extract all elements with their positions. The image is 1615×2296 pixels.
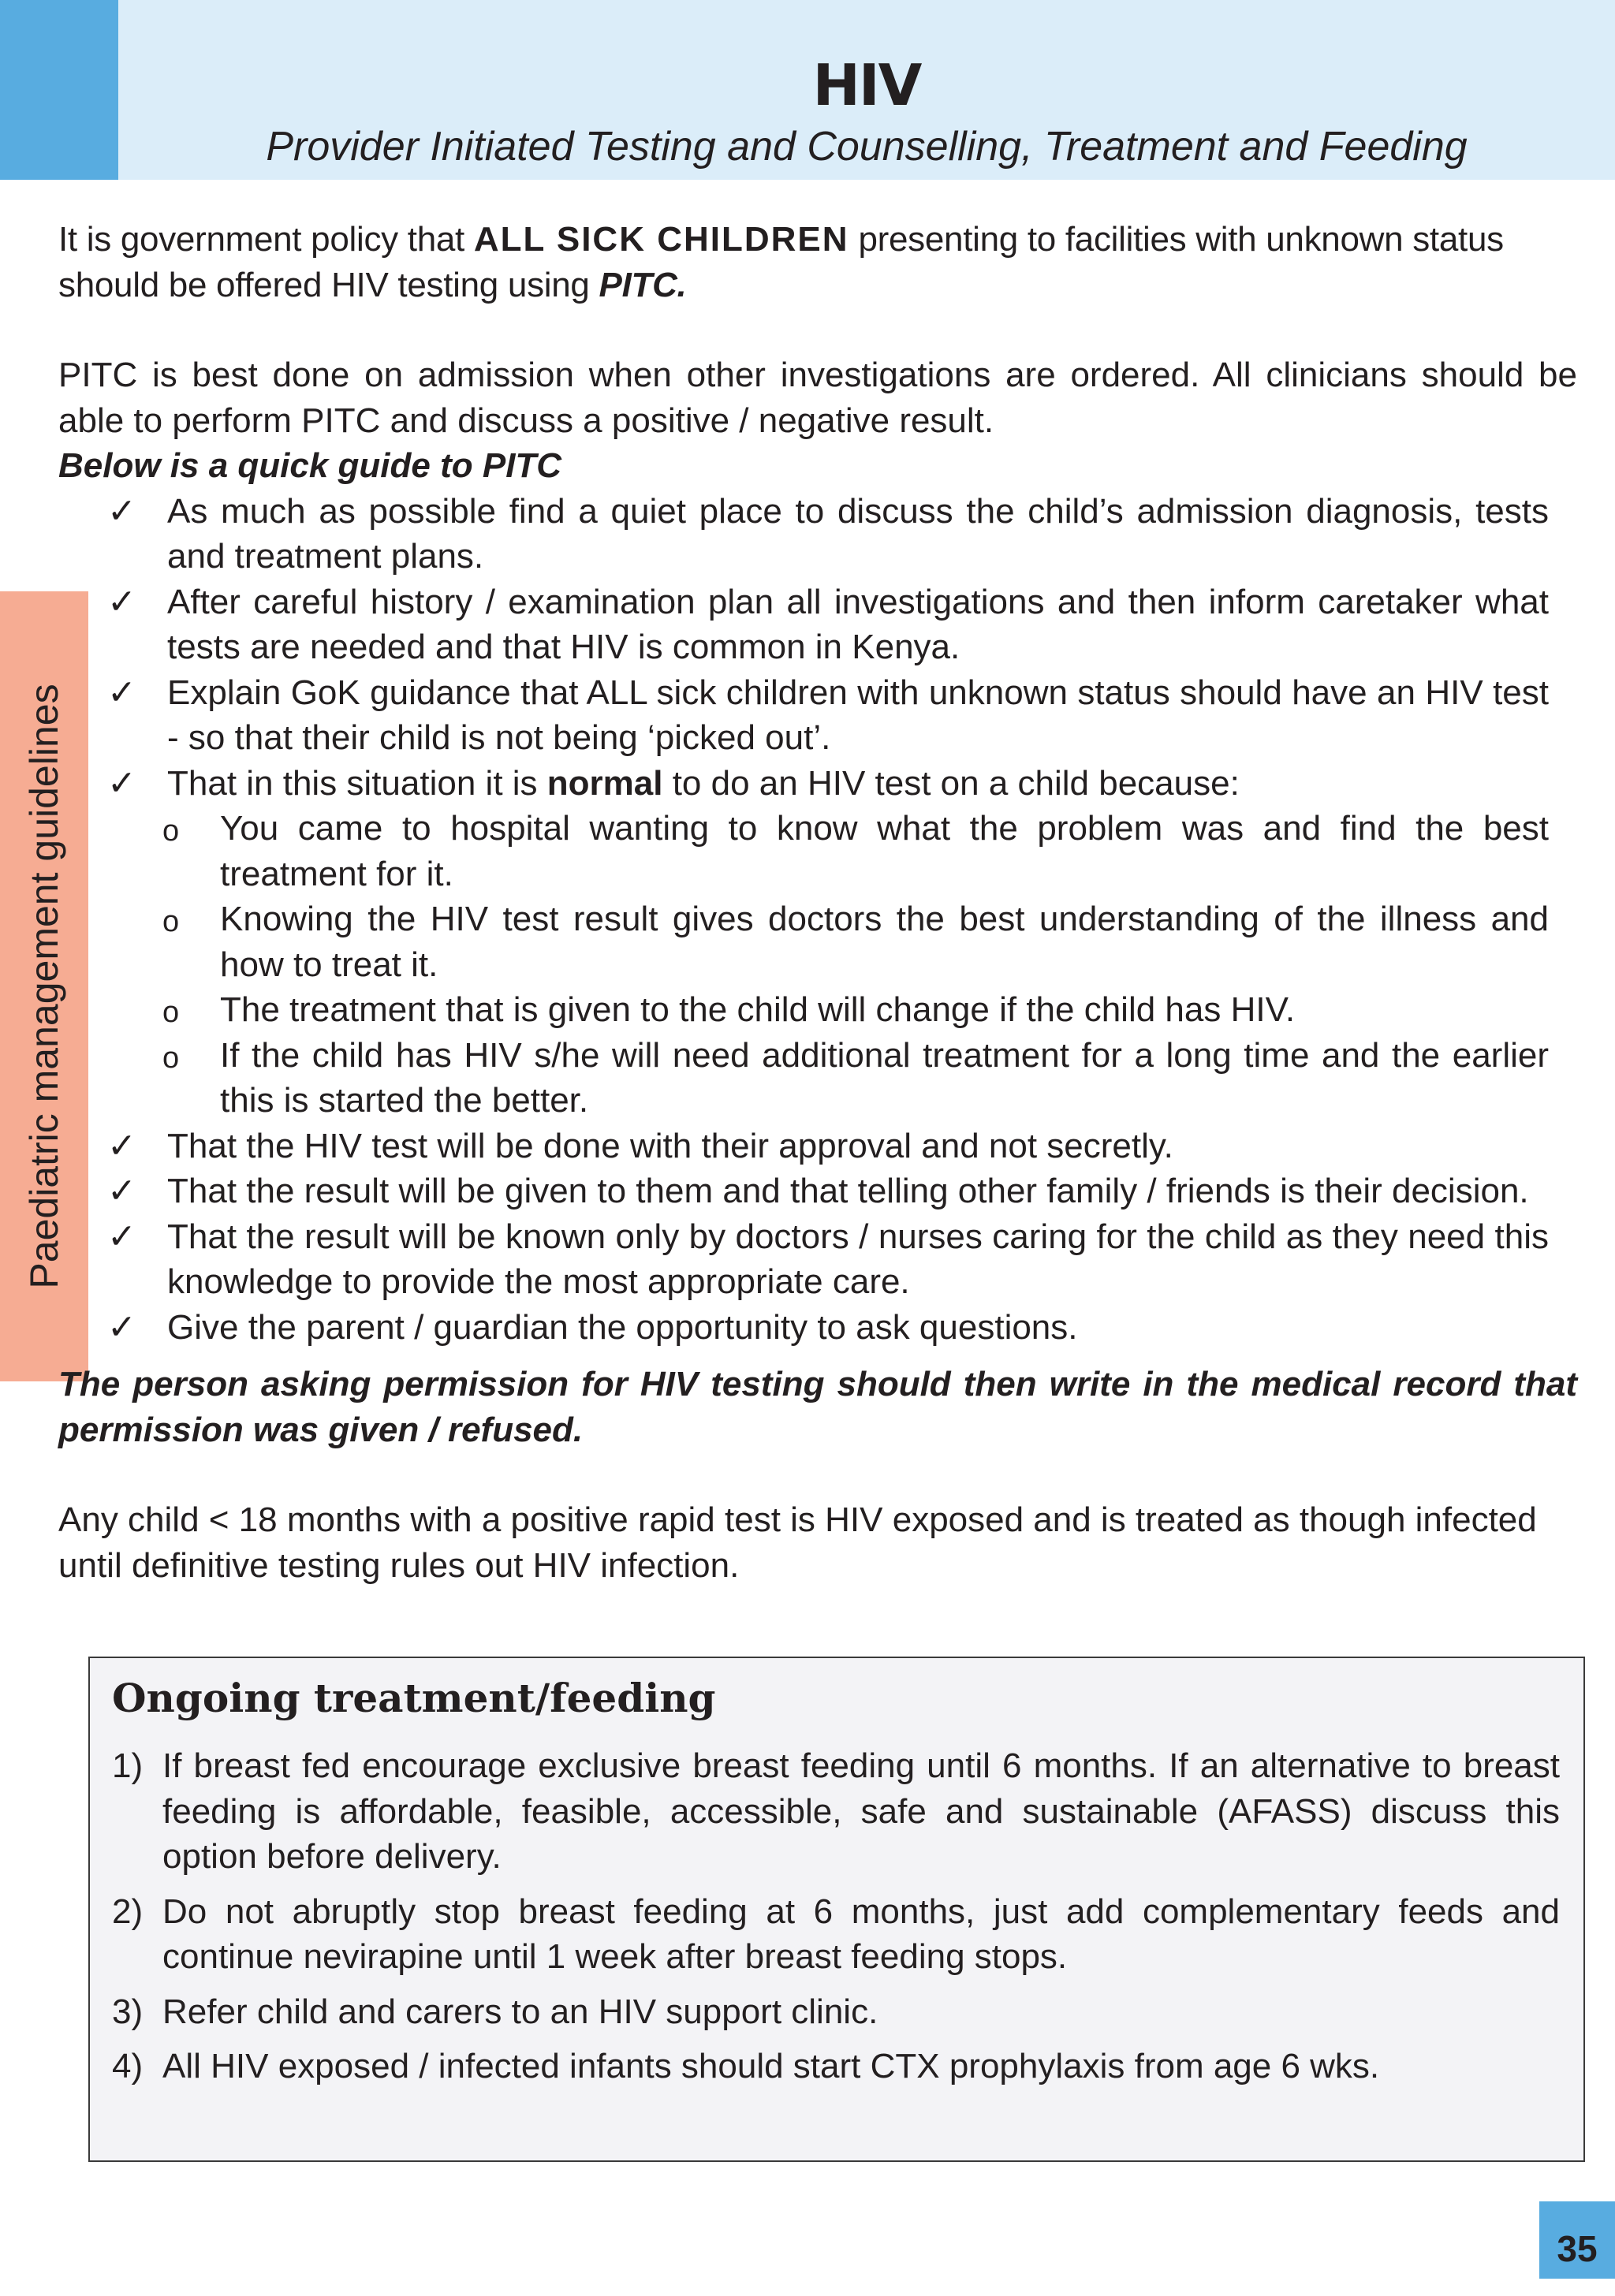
checklist-item: [58, 1305, 1577, 1351]
treatment-item-text: Refer child and carers to an HIV support clinic.: [162, 1992, 878, 2031]
checkmark-icon: ✓: [107, 1217, 136, 1256]
treatment-item-text: If breast fed encourage exclusive breast feeding until 6 months. If an alternative to breast feeding is affordable, feasible, accessible, safe and sustainable (AFASS) discuss this option before delivery.: [162, 1746, 1560, 1876]
treatment-item-number: 4): [112, 2047, 144, 2085]
sublist-item-text: The treatment that is given to the child will change if the child has HIV.: [220, 990, 1296, 1029]
treatment-item-number: 1): [112, 1746, 144, 1785]
checklist-item: [58, 670, 1577, 761]
checklist-item-text: That the HIV test will be done with their approval and not secretly.: [167, 1126, 1173, 1165]
intro-paragraph: [58, 217, 1577, 308]
sublist-item: [162, 1033, 1549, 1124]
treatment-item-number: 2): [112, 1892, 144, 1931]
intro-emphasis: ALL SICK CHILDREN: [473, 220, 849, 259]
checklist-item-text: Explain GoK guidance that ALL sick children with unknown status should have an HIV test - so that their child is not being ‘picked out’.: [167, 673, 1549, 757]
page-subtitle: Provider Initiated Testing and Counselling, Treatment and Feeding: [266, 124, 1468, 170]
page-number: 35: [1557, 2228, 1598, 2269]
circle-bullet-icon: o: [162, 814, 180, 848]
treatment-item-number: 3): [112, 1992, 144, 2031]
sublist-item: [162, 806, 1549, 896]
permission-note: The person asking permission for HIV testing should then write in the medical record that permission was given / refused.: [58, 1365, 1577, 1449]
treatment-item-text: Do not abruptly stop breast feeding at 6 months, just add complementary feeds and continue nevirapine until 1 week after breast feeding stops.: [162, 1892, 1560, 1976]
checklist-item: [58, 580, 1577, 670]
intro-lead: It is government policy that: [58, 220, 474, 259]
checkmark-icon: ✓: [107, 1172, 136, 1210]
sublist-item-text: You came to hospital wanting to know what the problem was and find the best treatment for it.: [220, 809, 1549, 893]
checkmark-icon: ✓: [107, 1307, 136, 1347]
header-corner-block: [0, 0, 118, 180]
checklist-item: [58, 761, 1577, 1124]
circle-bullet-icon: o: [162, 1041, 180, 1075]
checklist-item: [58, 1124, 1577, 1169]
guide-heading: Below is a quick guide to PITC: [58, 446, 562, 485]
checkmark-icon: ✓: [107, 582, 136, 621]
treatment-box-title: Ongoing treatment/feeding: [112, 1675, 716, 1721]
checklist-item-tail: to do an HIV test on a child because:: [662, 763, 1240, 803]
sublist-item: [162, 987, 1549, 1033]
treatment-item: [112, 1889, 1560, 1980]
treatment-item-text: All HIV exposed / infected infants should start CTX prophylaxis from age 6 wks.: [162, 2047, 1380, 2085]
checklist-item-bold: normal: [546, 763, 663, 803]
checklist-item-text: That the result will be given to them and that telling other family / friends is their decision.: [167, 1172, 1529, 1210]
sublist-item: [162, 896, 1549, 987]
circle-bullet-icon: o: [162, 996, 180, 1029]
checkmark-icon: ✓: [107, 673, 136, 712]
pitc-checklist: [58, 489, 1577, 1351]
checklist-item-text: That the result will be known only by doctors / nurses caring for the child as they need this knowledge to provide the most appropriate care.: [167, 1217, 1549, 1301]
treatment-item: [112, 1989, 1560, 2035]
page-title: HIV: [812, 52, 921, 118]
checkmark-icon: ✓: [107, 1126, 136, 1165]
reasons-sublist: [162, 806, 1549, 1124]
intro-tail: presenting to facilities with unknown status should be offered HIV testing using: [58, 220, 1504, 304]
sublist-item-text: Knowing the HIV test result gives doctors the best understanding of the illness and how to treat it.: [220, 900, 1549, 984]
main-content: [58, 217, 1577, 1588]
exposed-note: Any child < 18 months with a positive rapid test is HIV exposed and is treated as though infected until definitive testing rules out HIV infection.: [58, 1500, 1537, 1585]
checklist-item-lead: That in this situation it is: [167, 763, 547, 803]
checklist-item-text: As much as possible find a quiet place to discuss the child’s admission diagnosis, tests and treatment plans.: [167, 491, 1549, 576]
checklist-item: [58, 489, 1577, 580]
sublist-item-text: If the child has HIV s/he will need additional treatment for a long time and the earlier this is started the better.: [220, 1035, 1549, 1120]
circle-bullet-icon: o: [162, 905, 180, 938]
checklist-item: [58, 1214, 1577, 1305]
treatment-item: [112, 1743, 1560, 1880]
treatment-list: [112, 1743, 1560, 2089]
pitc-paragraph: PITC is best done on admission when other investigations are ordered. All clinicians should be able to perform PITC and discuss a positive / negative result.: [58, 356, 1577, 440]
checklist-item-text: Give the parent / guardian the opportunity to ask questions.: [167, 1307, 1078, 1347]
treatment-box: [88, 1657, 1585, 2162]
side-tab-label: Paediatric management guidelines: [22, 684, 66, 1289]
intro-pitc: PITC.: [599, 265, 687, 304]
checklist-item: [58, 1168, 1577, 1214]
checklist-item-text: After careful history / examination plan all investigations and then inform caretaker what tests are needed and that HIV is common in Kenya.: [167, 582, 1549, 666]
treatment-item: [112, 2044, 1560, 2089]
checkmark-icon: ✓: [107, 491, 136, 531]
checkmark-icon: ✓: [107, 763, 136, 803]
